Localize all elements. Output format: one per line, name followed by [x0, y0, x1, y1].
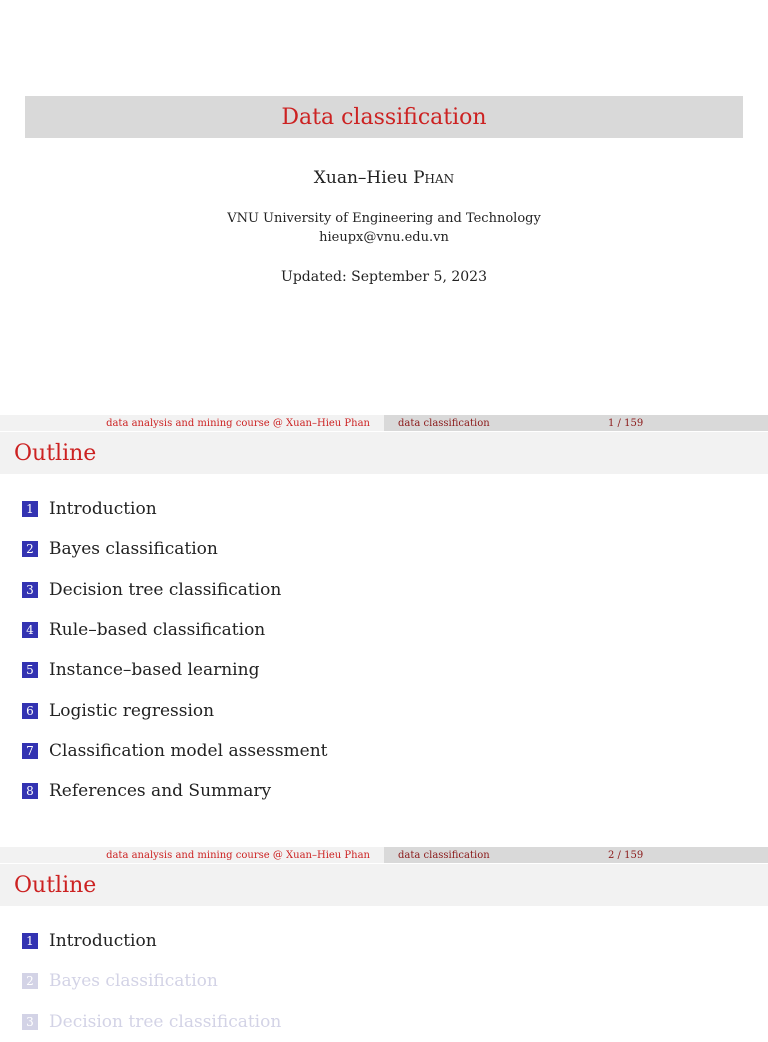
slide-title: Data classification	[281, 104, 487, 130]
section-number-badge: 6	[22, 703, 38, 719]
outline-item-label: Classification model assessment	[49, 740, 328, 761]
outline-item-label: References and Summary	[49, 781, 272, 802]
author	[0, 168, 768, 188]
footer-page-number: 2 / 159	[580, 847, 768, 863]
outline-item-label: Introduction	[49, 499, 157, 520]
footer-page-number: 1 / 159	[580, 415, 768, 431]
author-first-name: Xuan–Hieu	[313, 168, 414, 188]
outline-item-label: Decision tree classification	[49, 1011, 282, 1032]
outline-item[interactable]	[22, 529, 328, 569]
outline-header	[0, 432, 768, 474]
footer-course: data analysis and mining course @ Xuan–Hieu Phan	[0, 847, 384, 863]
slide-footer	[0, 415, 768, 431]
author-last-name: Phan	[413, 168, 455, 188]
footer-course: data analysis and mining course @ Xuan–Hieu Phan	[0, 415, 384, 431]
outline-item-label: Logistic regression	[49, 700, 215, 721]
section-number-badge: 8	[22, 783, 38, 799]
institution-block	[0, 209, 768, 247]
title-bar	[25, 96, 743, 138]
section-number-badge: 2	[22, 973, 38, 989]
footer-topic: data classification	[384, 847, 580, 863]
outline-item[interactable]	[22, 1002, 281, 1042]
outline-item-label: Bayes classification	[49, 971, 218, 992]
outline-title: Outline	[14, 440, 97, 466]
section-number-badge: 7	[22, 743, 38, 759]
outline-item[interactable]	[22, 610, 328, 650]
section-number-badge: 1	[22, 501, 38, 517]
updated-date: Updated: September 5, 2023	[281, 269, 487, 285]
outline-item-label: Rule–based classification	[49, 620, 266, 641]
outline-item[interactable]	[22, 731, 328, 771]
institution-name: VNU University of Engineering and Technology	[227, 211, 541, 226]
outline-item[interactable]	[22, 650, 328, 690]
section-number-badge: 2	[22, 541, 38, 557]
outline-item-label: Bayes classification	[49, 539, 218, 560]
outline-item[interactable]	[22, 690, 328, 730]
section-number-badge: 5	[22, 662, 38, 678]
footer-topic: data classification	[384, 415, 580, 431]
outline-item-label: Introduction	[49, 931, 157, 952]
outline-item[interactable]	[22, 489, 328, 529]
outline-list	[22, 489, 328, 811]
outline-item[interactable]	[22, 771, 328, 811]
section-number-badge: 1	[22, 933, 38, 949]
title-slide	[0, 0, 768, 416]
section-number-badge: 4	[22, 622, 38, 638]
section-number-badge: 3	[22, 582, 38, 598]
outline-item[interactable]	[22, 921, 281, 961]
outline-item-label: Instance–based learning	[49, 660, 260, 681]
outline-header	[0, 864, 768, 906]
section-number-badge: 3	[22, 1014, 38, 1030]
outline-title: Outline	[14, 872, 97, 898]
author-email: hieupx@vnu.edu.vn	[319, 230, 449, 245]
outline-item[interactable]	[22, 570, 328, 610]
slide-footer	[0, 847, 768, 863]
outline-item-label: Decision tree classification	[49, 579, 282, 600]
outline-item[interactable]	[22, 961, 281, 1001]
